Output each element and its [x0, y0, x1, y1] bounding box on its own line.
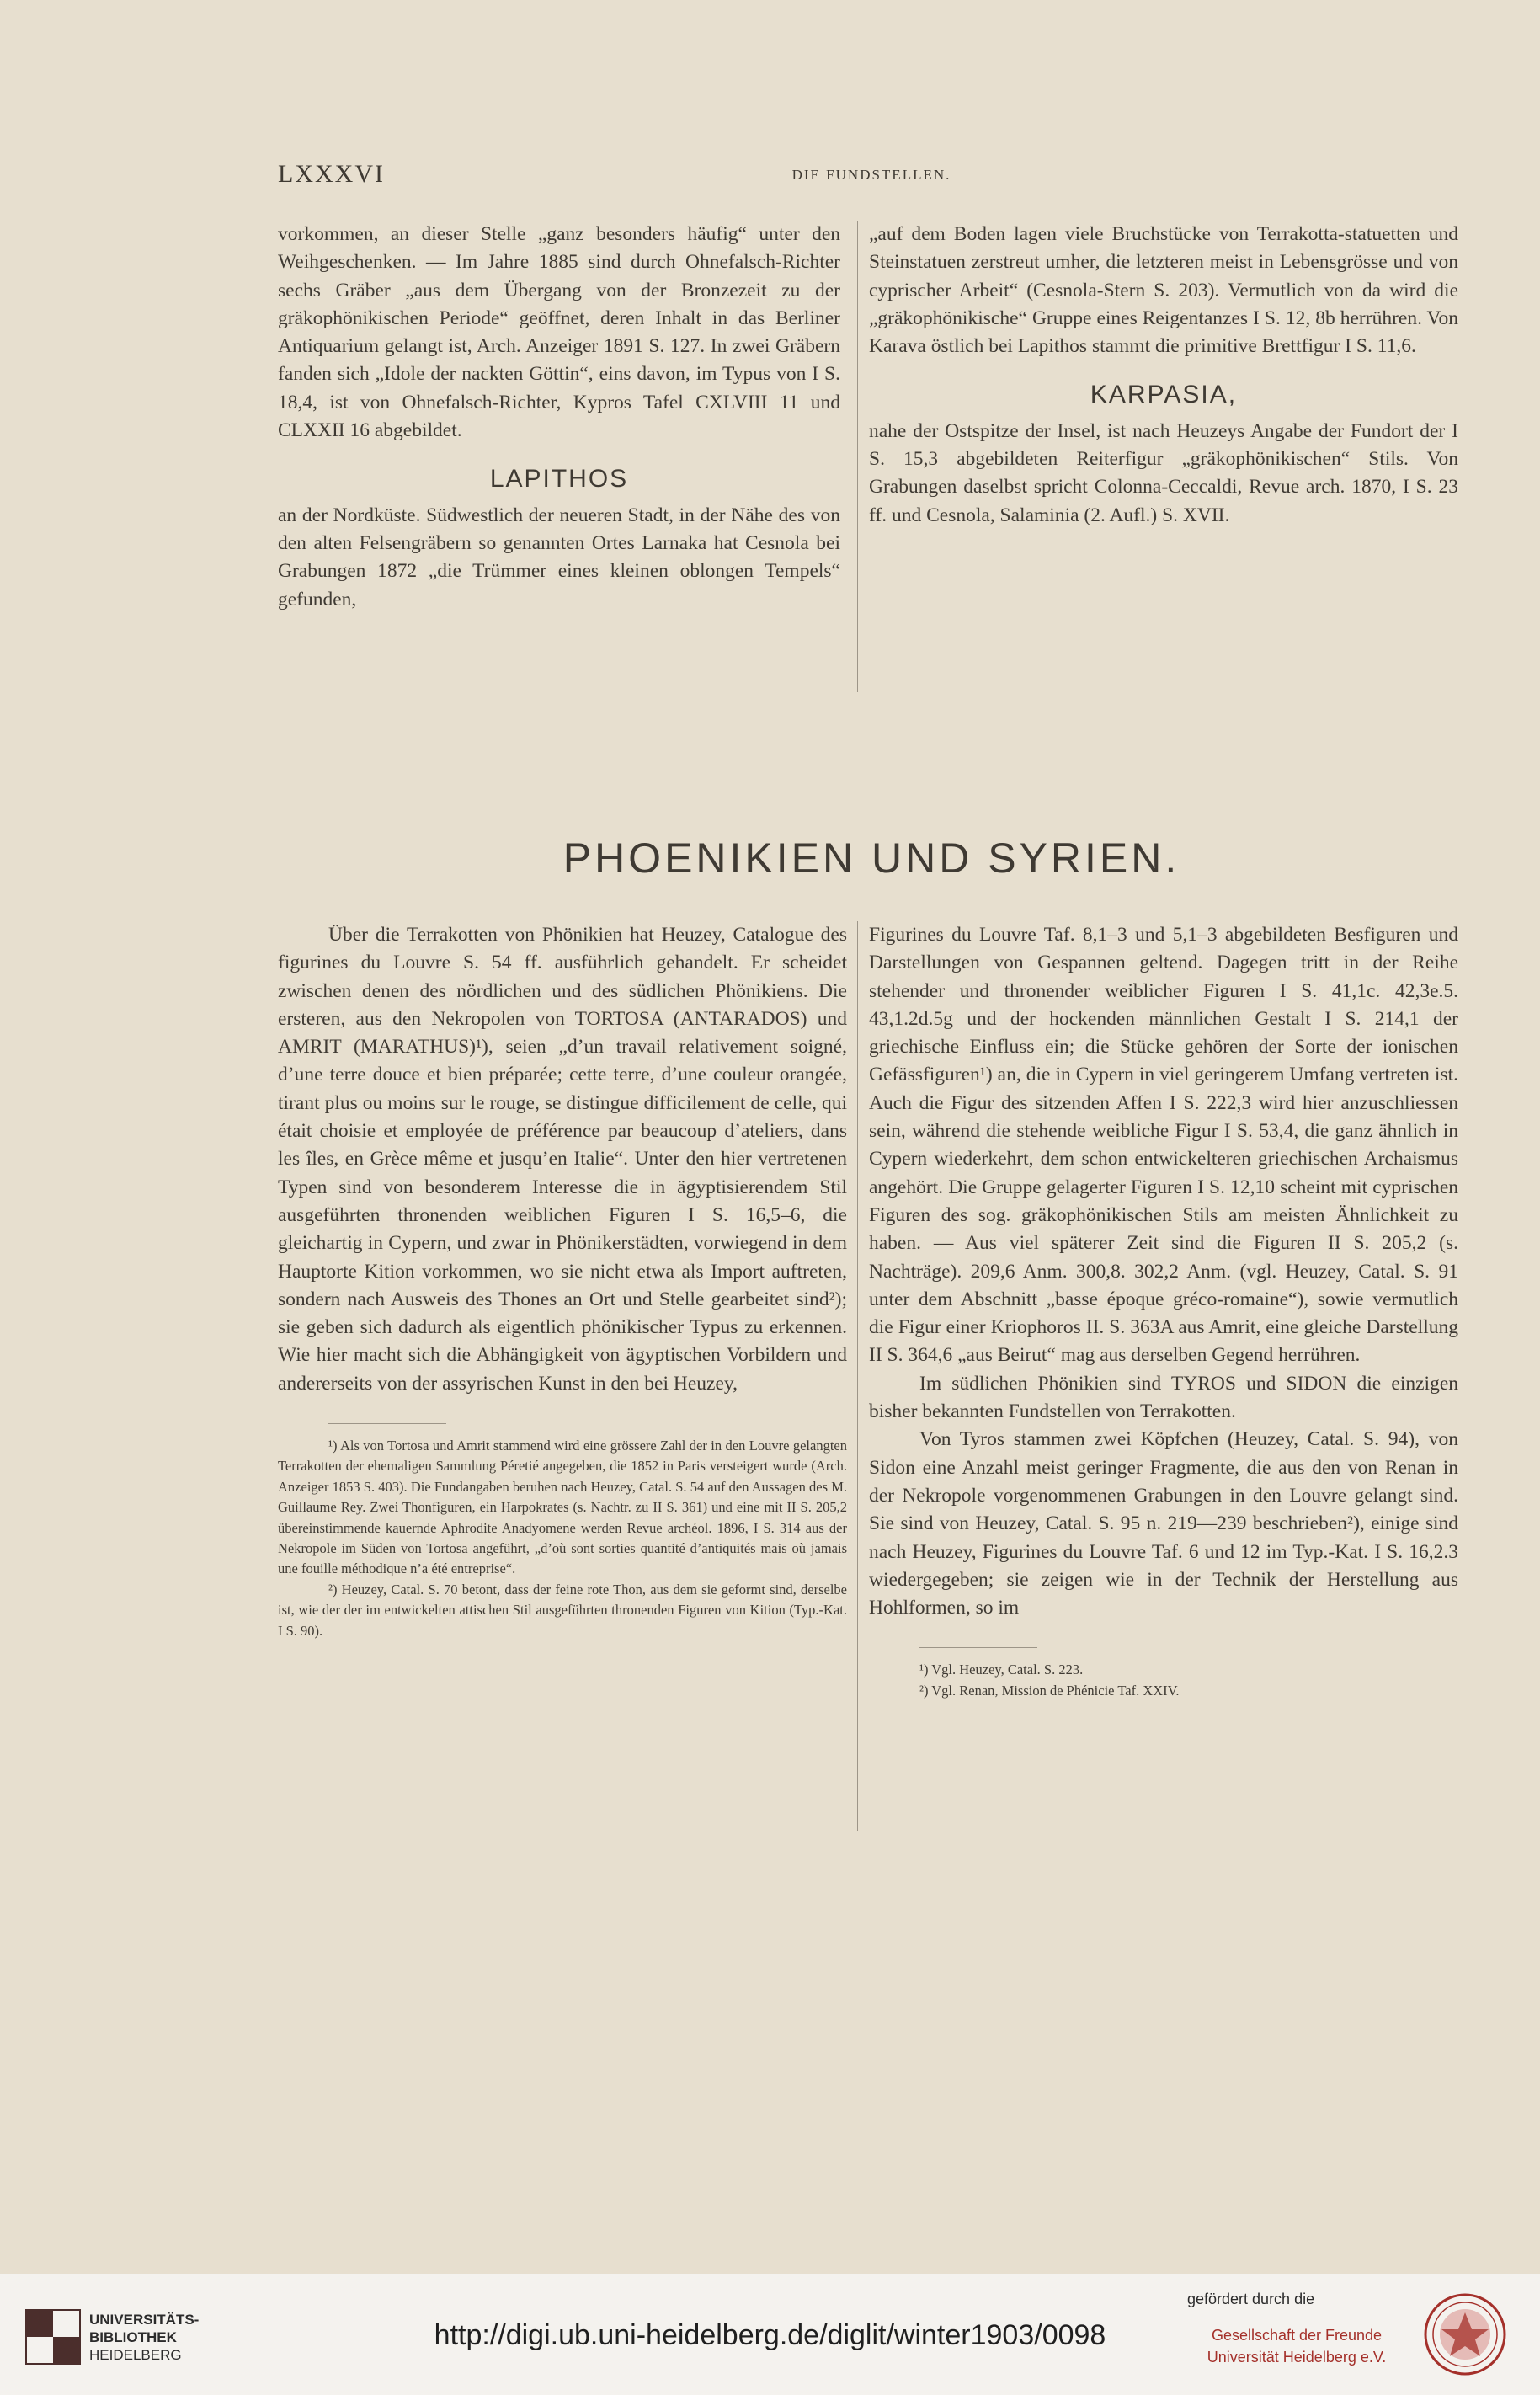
bottom-left-column [278, 921, 847, 1641]
footnote-1: ¹) Als von Tortosa und Amrit stammend wird eine grössere Zahl der in den Louvre gelangten Terrakotten der ehemaligen Sammlung Péretié angegeben, die 1852 in Paris versteigert wurde (Arch. Anzeiger 1853 S. 403). Die Fundangaben beruhen nach Heuzey, Catal. S. 54 auf den Aussagen des M. Guillaume Rey. Zwei Thonfiguren, ein Harpokrates (s. Nachtr. zu II S. 361) und eine mit II S. 205,2 übereinstimmende kauernde Aphrodite Anadyomene werden Revue archéol. 1896, I S. 314 aus der Nekropole im Süden von Tortosa angeführt, „d’où sont sorties quantité d’antiquités mais où jamais une fouille méthodique n’a été entreprise“. [278, 1438, 847, 1577]
running-title: DIE FUNDSTELLEN. [791, 167, 951, 183]
karpasia-heading: KARPASIA, [1090, 381, 1238, 409]
footnote-2: ²) Heuzey, Catal. S. 70 betont, dass der feine rote Thon, aus dem sie geformt sind, derselbe ist, wie der der im entwickelten attischen Stil ausgeführten thronenden Figuren von Kition (Typ.-Kat. I S. 90). [278, 1581, 847, 1639]
top-left-column [278, 221, 840, 614]
footnote-rule-right [919, 1647, 1037, 1648]
top-right-column [869, 221, 1458, 530]
bottom-right-column [869, 921, 1458, 1701]
page-number: LXXXVI [278, 160, 385, 188]
bottom-column-divider [857, 921, 858, 1831]
sponsor-label: gefördert durch die [1187, 2291, 1315, 2307]
sponsor-name[interactable] [1187, 2324, 1406, 2368]
top-right-paragraph: „auf dem Boden lagen viele Bruchstücke von Terrakotta-statuetten und Steinstatuen zerstreut umher, die letzteren meist in Lebensgrösse und von cyprischer Arbeit“ (Cesnola-Stern S. 203). Vermutlich von da wird die „gräkophönikische“ Gruppe eines Reigentanzes I S. 12, 8b herrühren. Von Karava östlich bei Lapithos stammt die primitive Brettfigur I S. 11,6. [869, 223, 1458, 358]
university-seal-icon[interactable] [1423, 2292, 1507, 2376]
main-right-paragraph-2: Im südlichen Phönikien sind TYROS und SIDON die einzigen bisher bekannten Fundstellen von Terrakotten. [869, 1372, 1458, 1423]
top-left-paragraph: vorkommen, an dieser Stelle „ganz besonders häufig“ unter den Weihgeschenken. — Im Jahre 1885 sind durch Ohnefalsch-Richter sechs Gräber „aus dem Übergang von der Bronzezeit zu der gräkophönikischen Periode“ geöffnet, deren Inhalt in das Berliner Antiquarium gelangt ist, Arch. Anzeiger 1891 S. 127. In zwei Gräbern fanden sich „Idole der nackten Göttin“, eins davon, im Typus von I S. 18,4, ist von Ohnefalsch-Richter, Kypros Tafel CXLVIII 11 und CLXXII 16 abgebildet. [278, 223, 840, 442]
main-right-paragraph-3: Von Tyros stammen zwei Köpfchen (Heuzey, Catal. S. 94), von Sidon eine Anzahl meist geringer Fragmente, die aus den von Renan in der Nekropole vorgenommenen Grabungen in den Louvre gelangt sind. Sie sind von Heuzey, Catal. S. 95 n. 219—239 beschrieben²), einige sind nach Heuzey, Figurines du Louvre Taf. 6 und 12 im Typ.-Kat. I S. 16,2.3 wiedergegeben; sie zeigen wie in der Technik der Herstellung aus Hohlformen, so im [869, 1428, 1458, 1619]
footnote-right-1: ¹) Vgl. Heuzey, Catal. S. 223. [919, 1662, 1084, 1678]
lapithos-paragraph: an der Nordküste. Südwestlich der neueren Stadt, in der Nähe des von den alten Felsengräbern so genannten Ortes Larnaka hat Cesnola bei Grabungen 1872 „die Trümmer eines kleinen oblongen Tempels“ gefunden, [278, 504, 840, 611]
sponsor-name-line-1: Gesellschaft der Freunde [1211, 2327, 1383, 2344]
top-column-divider [857, 221, 858, 692]
footnote-right-2: ²) Vgl. Renan, Mission de Phénicie Taf. XXIV. [919, 1682, 1180, 1699]
section-title: PHOENIKIEN UND SYRIEN. [562, 835, 1180, 882]
permalink-url[interactable]: http://digi.ub.uni-heidelberg.de/diglit/winter1903/0098 [434, 2319, 1106, 2351]
sponsor-name-line-2: Universität Heidelberg e.V. [1207, 2349, 1387, 2366]
library-name-line-2: BIBLIOTHEK [89, 2329, 177, 2345]
footer-bar [0, 2274, 1540, 2395]
main-left-paragraph: Über die Terrakotten von Phönikien hat Heuzey, Catalogue des figurines du Louvre S. 54 ff. ausführlich gehandelt. Er scheidet zwischen denen des nördlichen und des südlichen Phönikiens. Die ersteren, aus den Nekropolen von TORTOSA (ANTARADOS) und AMRIT (MARATHUS)¹), seien „d’un travail relativement soigné, d’une terre douce et bien préparée; cette terre, d’une couleur orangée, tirant plus ou moins sur le rouge, se distingue difficilement de celle, qui était choisie et employée de préférence par beaucoup d’ateliers, dans les îles, en Grèce même et jusqu’en Italie“. Unter den hier vertretenen Typen sind von besonderem Interesse die in ägyptisierendem Stil ausgeführten thronenden weiblichen Figuren I S. 16,5–6, die gleichartig in Cypern, und zwar in Phönikerstädten, vorwiegend in dem Hauptorte Kition vorkommen, wo sie nicht etwa als Import auftreten, sondern nach Ausweis des Thones an Ort und Stelle gearbeitet sind²); sie geben sich dadurch als eigentlich phönikischer Typus zu erkennen. Wie hier macht sich die Abhängigkeit von ägyptischen Vorbildern und andererseits von der assyrischen Kunst in den bei Heuzey, [278, 924, 847, 1395]
main-right-paragraph: Figurines du Louvre Taf. 8,1–3 und 5,1–3 abgebildeten Besfiguren und Darstellungen von Gespannen geltend. Dagegen tritt in der Reihe stehender und thronender weiblicher Figuren I S. 41,1c. 42,3e.5. 43,1.2d.5g und der hockenden männlichen Gestalt I S. 214,1 der griechische Einfluss ein; die Stücke gehören der Sorte der ionischen Gefässfiguren¹) an, die in Cypern in viel geringerem Umfang vertreten ist. Auch die Figur des sitzenden Affen I S. 222,3 wird hier anzuschliessen sein, während die stehende weibliche Figur I S. 53,4, die ganz ähnlich in Cypern wiederkehrt, dem schon entwickelteren griechischen Archaismus angehört. Die Gruppe gelagerter Figuren I S. 12,10 scheint mit cyprischen Figuren des sog. gräkophönikischen Stils am meisten Ähnlichkeit zu haben. — Aus viel späterer Zeit sind die Figuren II S. 205,2 (s. Nachträge). 209,6 Anm. 300,8. 302,2 Anm. (vgl. Heuzey, Catal. S. 91 unter dem Abschnitt „basse époque gréco-romaine“), sowie vermutlich die Figur einer Kriophoros II. S. 363A aus Amrit, eine gleiche Darstellung II S. 364,6 „aus Beirut“ mag aus derselben Gegend herrühren. [869, 924, 1458, 1367]
running-head [278, 160, 1465, 202]
library-name-line-3: HEIDELBERG [89, 2347, 182, 2363]
footnote-rule [328, 1423, 446, 1424]
library-name-line-1: UNIVERSITÄTS- [89, 2312, 200, 2328]
lapithos-heading: LAPITHOS [489, 465, 629, 493]
karpasia-paragraph: nahe der Ostspitze der Insel, ist nach Heuzeys Angabe der Fundort der I S. 15,3 abgebildeten Reiterfigur „gräkophönikischen“ Stils. Von Grabungen daselbst spricht Colonna-Ceccaldi, Revue arch. 1870, I S. 23 ff. und Cesnola, Salaminia (2. Aufl.) S. XVII. [869, 419, 1458, 526]
